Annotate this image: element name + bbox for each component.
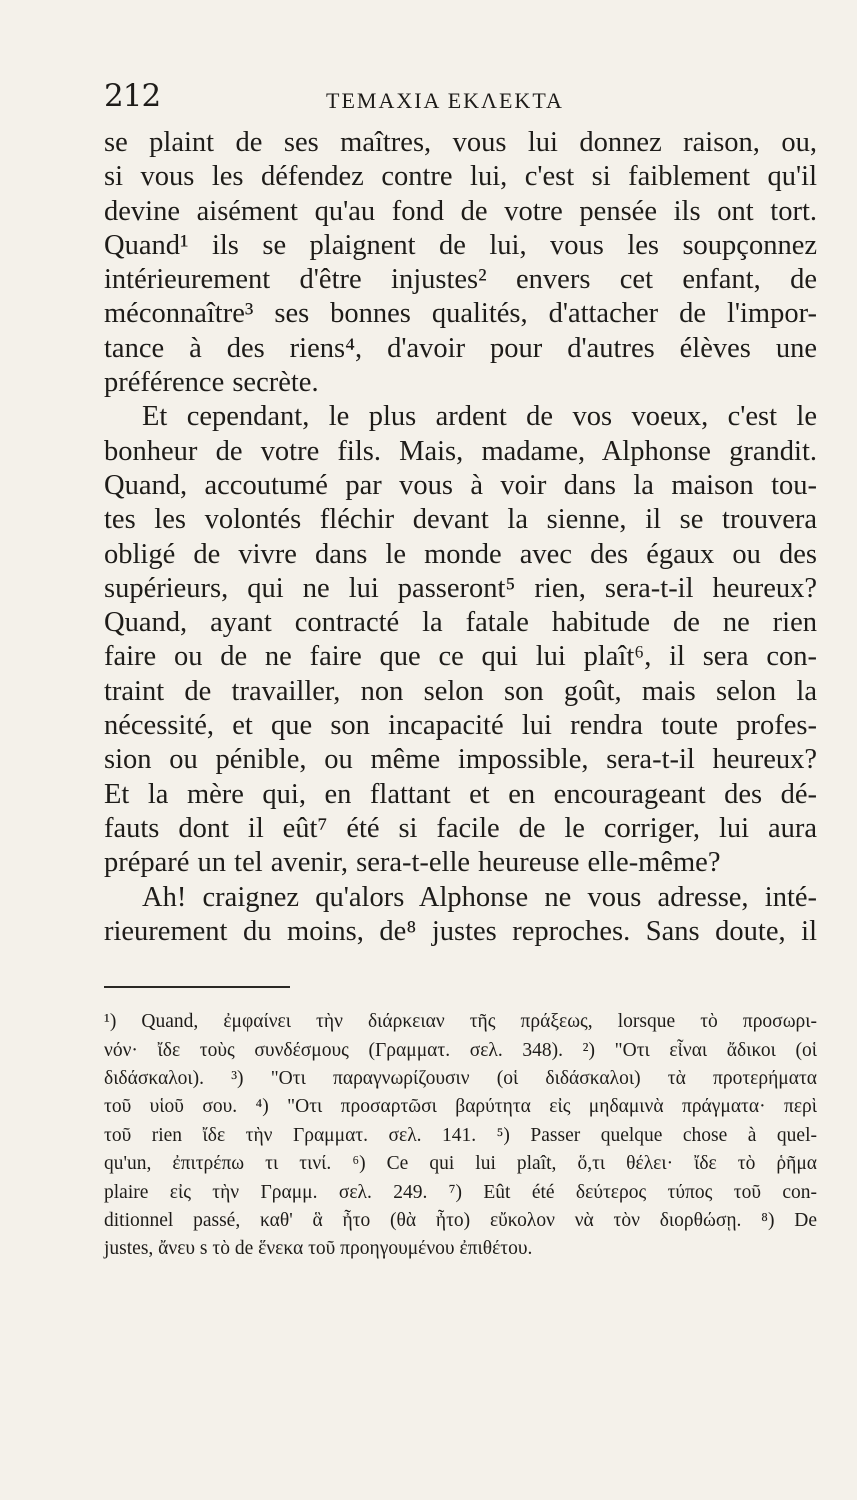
text-line: Et cependant, le plus ardent de vos voeux, c'est le bbox=[142, 401, 817, 433]
text-line: bonheur de votre fils. Mais, madame, Alphonse grandit. bbox=[104, 435, 817, 467]
text-line: préférence secrète. bbox=[104, 367, 319, 399]
footnote-line: plaire εἰς τὴν Γραμμ. σελ. 249. ⁷) Eût été δεύτερος τύπος τοῦ con- bbox=[104, 1181, 817, 1203]
footnote-line: ditionnel passé, καθ' ἃ ἦτο (θὰ ἦτο) εὔκολον νὰ τὸν διορθώσῃ. ⁸) De bbox=[104, 1209, 817, 1231]
paragraph-2 bbox=[104, 400, 817, 880]
text-line: devine aisément qu'au fond de votre pensée ils ont tort. bbox=[104, 195, 817, 227]
footnote-line: τοῦ υἱοῦ σου. ⁴) "Οτι προσαρτῶσι βαρύτητα εἰς μηδαμινὰ πράγματα· περὶ bbox=[104, 1096, 817, 1118]
text-line: Quand¹ ils se plaignent de lui, vous les soupçonnez bbox=[104, 229, 817, 261]
footnotes bbox=[104, 1008, 817, 1264]
text-line: nécessité, et que son incapacité lui rendra toute profes- bbox=[104, 710, 817, 742]
text-line: Et la mère qui, en flattant et en encourageant des dé- bbox=[104, 778, 817, 810]
footnote-divider bbox=[104, 986, 290, 988]
text-line: intérieurement d'être injustes² envers cet enfant, de bbox=[104, 264, 817, 296]
footnote-line: ¹) Quand, ἐμφαίνει τὴν διάρκειαν τῆς πράξεως, lorsque τὸ προσωρι- bbox=[104, 1011, 817, 1033]
text-line: traint de travailler, non selon son goût, mais selon la bbox=[104, 675, 817, 707]
footnote-line: νόν· ἴδε τοὺς συνδέσμους (Γραμματ. σελ. 348). ²) "Οτι εἶναι ἄδικοι (οἱ bbox=[104, 1039, 817, 1061]
footnote-line: qu'un, ἐπιτρέπω τι τινί. ⁶) Ce qui lui plaît, ὅ,τι θέλει· ἴδε τὸ ῥῆμα bbox=[104, 1153, 817, 1175]
footnote-line: τοῦ rien ἴδε τὴν Γραμματ. σελ. 141. ⁵) Passer quelque chose à quel- bbox=[104, 1124, 817, 1146]
text-line: tes les volontés fléchir devant la sienne, il se trouvera bbox=[104, 504, 817, 536]
main-text bbox=[104, 126, 817, 949]
text-line: fauts dont il eût⁷ été si facile de le corriger, lui aura bbox=[104, 812, 817, 844]
text-line: se plaint de ses maîtres, vous lui donnez raison, ou, bbox=[104, 127, 817, 158]
page-number: 212 bbox=[104, 78, 161, 114]
text-line: préparé un tel avenir, sera-t-elle heureuse elle-même? bbox=[104, 847, 721, 879]
text-line: Ah! craignez qu'alors Alphonse ne vous adresse, inté- bbox=[142, 881, 817, 913]
text-line: méconnaître³ ses bonnes qualités, d'attacher de l'impor- bbox=[104, 298, 817, 330]
text-line: si vous les défendez contre lui, c'est si faiblement qu'il bbox=[104, 161, 817, 193]
text-line: supérieurs, qui ne lui passeront⁵ rien, sera-t-il heureux? bbox=[104, 572, 817, 604]
footnote-line: διδάσκαλοι). ³) "Οτι παραγνωρίζουσιν (οἱ διδάσκαλοι) τὰ προτερήματα bbox=[104, 1067, 817, 1089]
running-head: TEMAXIA EKΛEKTA bbox=[326, 88, 564, 113]
footnote-line: justes, ἄνευ s τὸ de ἕνεκα τοῦ προηγουμένου ἐπιθέτου. bbox=[104, 1238, 533, 1260]
page-header bbox=[104, 74, 817, 122]
text-line: rieurement du moins, de⁸ justes reproches. Sans doute, il bbox=[104, 915, 817, 947]
paragraph-3 bbox=[104, 881, 817, 950]
text-line: faire ou de ne faire que ce qui lui plaît⁶, il sera con- bbox=[104, 641, 817, 673]
text-line: tance à des riens⁴, d'avoir pour d'autres élèves une bbox=[104, 332, 817, 364]
text-line: obligé de vivre dans le monde avec des égaux ou des bbox=[104, 538, 817, 570]
text-line: Quand, accoutumé par vous à voir dans la maison tou- bbox=[104, 469, 817, 501]
text-line: sion ou pénible, ou même impossible, sera-t-il heureux? bbox=[104, 744, 817, 776]
text-line: Quand, ayant contracté la fatale habitude de ne rien bbox=[104, 607, 817, 639]
paragraph-1 bbox=[104, 126, 817, 400]
